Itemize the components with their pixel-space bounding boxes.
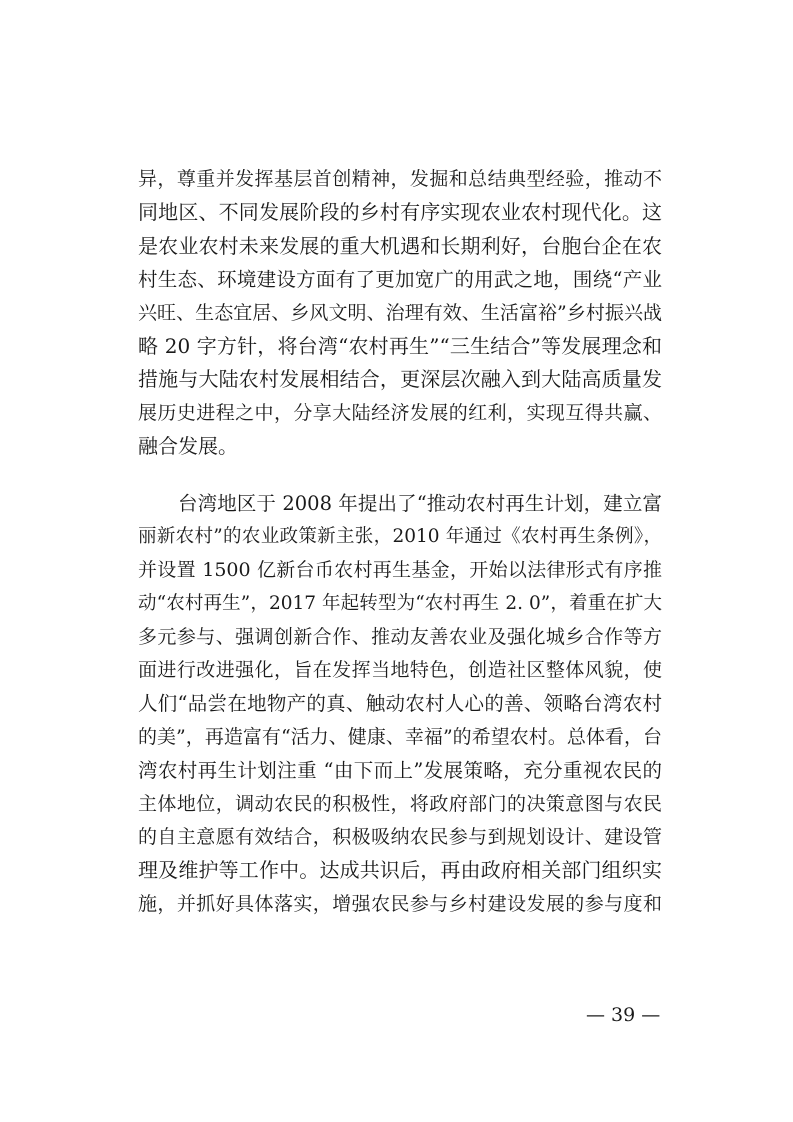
text-line: 的自主意愿有效结合，积极吸纳农民参与到规划设计、建设管 — [138, 825, 662, 848]
text-line: 主体地位，调动农民的积极性，将政府部门的决策意图与农民 — [138, 792, 662, 815]
text-line: 的美”，再造富有“活力、健康、幸福”的希望农村。总体看，台 — [138, 725, 662, 748]
text-line: 面进行改进强化，旨在发挥当地特色，创造社区整体风貌，使 — [138, 658, 662, 681]
text-line: 施，并抓好具体落实，增强农民参与乡村建设发展的参与度和 — [138, 892, 662, 915]
text-line: 措施与大陆农村发展相结合，更深层次融入到大陆高质量发 — [138, 367, 662, 392]
text-line: 多元参与、强调创新合作、推动友善农业及强化城乡合作等方 — [138, 625, 662, 648]
text-line: 是农业农村未来发展的重大机遇和长期利好，台胞台企在农 — [138, 233, 662, 258]
text-line: 兴旺、生态宜居、乡风文明、治理有效、生活富裕”乡村振兴战 — [138, 301, 662, 324]
page-number: — 39 — — [586, 1004, 661, 1026]
text-line: 理及维护等工作中。达成共识后，再由政府相关部门组织实 — [138, 858, 662, 883]
text-line: 人们“品尝在地物产的真、触动农村人心的善、领略台湾农村 — [138, 692, 662, 716]
text-line: 湾农村再生计划注重 “由下而上”发展策略，充分重视农民的 — [138, 759, 662, 783]
text-line: 同地区、不同发展阶段的乡村有序实现农业农村现代化。这 — [138, 200, 662, 225]
text-line: 动“农村再生”，2017 年起转型为“农村再生 2. 0”，着重在扩大 — [138, 593, 662, 615]
text-line: 略 20 字方针，将台湾“农村再生”“三生结合”等发展理念和 — [138, 333, 662, 358]
paragraph-1 — [138, 163, 662, 464]
text-line: 丽新农村”的农业政策新主张，2010 年通过《农村再生条例》， — [138, 526, 662, 548]
text-line: 并设置 1500 亿新台币农村再生基金，开始以法律形式有序推 — [138, 558, 662, 581]
text-line: 异，尊重并发挥基层首创精神，发掘和总结典型经验，推动不 — [138, 168, 662, 190]
text-line: 台湾地区于 2008 年提出了“推动农村再生计划，建立富 — [178, 492, 662, 515]
text-line: 融合发展。 — [138, 434, 238, 459]
text-line: 展历史进程之中，分享大陆经济发展的红利，实现互得共赢、 — [138, 401, 662, 424]
paragraph-2 — [138, 487, 662, 921]
text-line: 村生态、环境建设方面有了更加宽广的用武之地，围绕“产业 — [138, 268, 662, 292]
